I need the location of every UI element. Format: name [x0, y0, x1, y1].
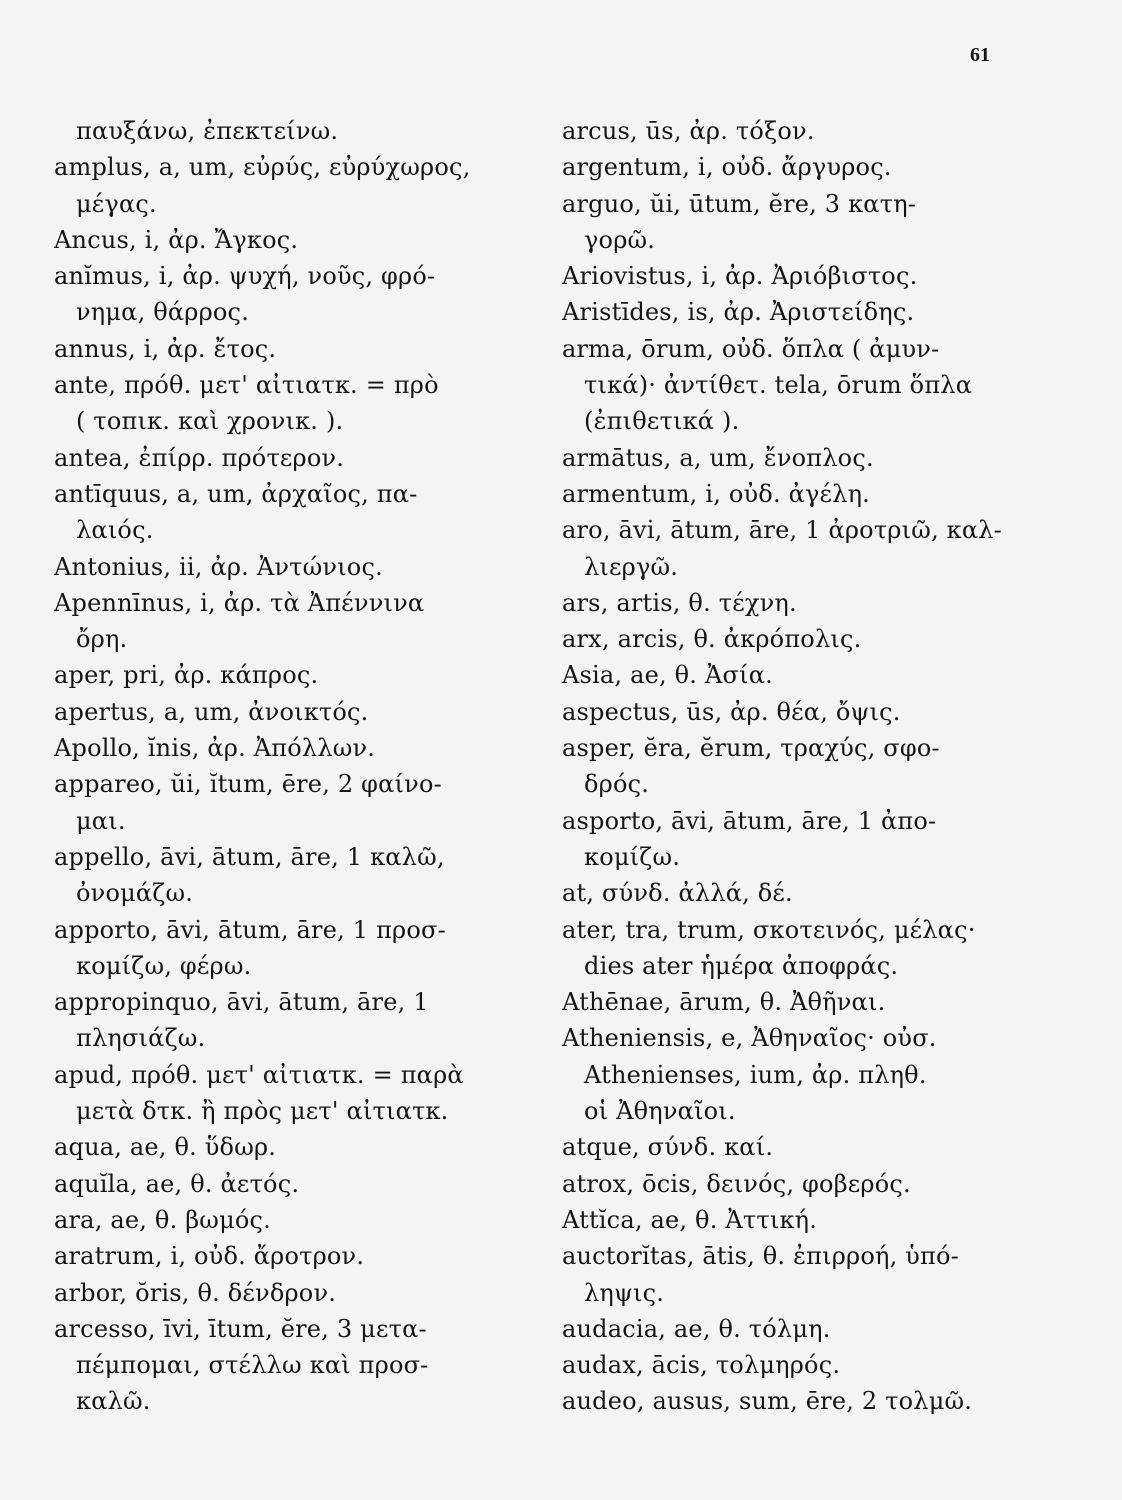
entry-continuation-line: λαιός.: [76, 516, 154, 545]
page-number: 61: [970, 44, 990, 66]
entry-line: audacia, ae, θ. τόλμη.: [562, 1314, 831, 1343]
entry-line: argentum, i, οὐδ. ἄργυρος.: [562, 153, 892, 182]
entry-line: anĭmus, i, ἀρ. ψυχή, νοῦς, φρό-: [54, 262, 436, 291]
entry-continuation-line: οἱ Ἀθηναῖοι.: [584, 1097, 736, 1126]
entry-continuation-line: δρός.: [584, 770, 650, 799]
entry-line: at, σύνδ. ἀλλά, δέ.: [562, 879, 793, 908]
entry-line: Asia, ae, θ. Ἀσία.: [562, 661, 773, 690]
entry-continuation-line: ὀνομάζω.: [76, 879, 194, 908]
entry-line: apertus, a, um, ἀνοικτός.: [54, 697, 369, 726]
entry-line: Atheniensis, e, Ἀθηναῖος· οὐσ.: [562, 1024, 937, 1053]
entry-line: apporto, āvi, ātum, āre, 1 προσ-: [54, 915, 446, 944]
entry-line: arcesso, īvi, ītum, ĕre, 3 μετα-: [54, 1314, 427, 1343]
entry-line: ars, artis, θ. τέχνη.: [562, 588, 797, 617]
entry-line: atque, σύνδ. καί.: [562, 1133, 774, 1162]
entry-continuation-line: κομίζω, φέρω.: [76, 951, 252, 980]
entry-line: armātus, a, um, ἔνοπλος.: [562, 443, 874, 472]
entry-line: apud, πρόθ. μετ' αἰτιατκ. = παρὰ: [54, 1060, 464, 1089]
entry-continuation-line: (ἐπιθετικά ).: [584, 407, 740, 436]
entry-line: arbor, ŏris, θ. δένδρον.: [54, 1278, 337, 1307]
entry-continuation-line: μέγας.: [76, 189, 157, 218]
entry-line: amplus, a, um, εὐρύς, εὐρύχωρος,: [54, 153, 471, 182]
entry-line: Antonius, ii, ἀρ. Ἀντώνιος.: [54, 552, 383, 581]
entry-line: arcus, ūs, ἀρ. τόξον.: [562, 117, 815, 145]
entry-line: aper, pri, ἀρ. κάπρος.: [54, 661, 319, 690]
entry-continuation-line: μετὰ δτκ. ἢ πρὸς μετ' αἰτιατκ.: [76, 1097, 449, 1126]
entry-line: annus, i, ἀρ. ἔτος.: [54, 334, 277, 363]
entry-line: armentum, i, οὐδ. ἀγέλη.: [562, 479, 870, 508]
entry-continuation-line: νημα, θάρρος.: [76, 298, 250, 327]
entry-continuation-line: πλησιάζω.: [76, 1024, 206, 1053]
entry-line: Athēnae, ārum, θ. Ἀθῆναι.: [562, 988, 886, 1017]
entry-line: Apennīnus, i, ἀρ. τὰ Ἀπέννινα: [54, 588, 425, 617]
entry-line: arma, ōrum, οὐδ. ὅπλα ( ἀμυν-: [562, 334, 940, 363]
entry-line: Apollo, ĭnis, ἀρ. Ἀπόλλων.: [54, 734, 376, 763]
entry-line: Aristīdes, is, ἀρ. Ἀριστείδης.: [562, 298, 915, 327]
entry-continuation-line: γορῶ.: [584, 225, 656, 254]
entry-continuation-line: dies ater ἡμέρα ἀποφράς.: [584, 951, 899, 980]
right-column: [562, 113, 1040, 1420]
entry-line: appropinquo, āvi, ātum, āre, 1: [54, 988, 429, 1017]
entry-line: antea, ἐπίρρ. πρότερον.: [54, 443, 345, 472]
entry-line: antīquus, a, um, ἀρχαῖος, πα-: [54, 479, 418, 508]
entry-continuation-line: ( τοπικ. καὶ χρονικ. ).: [76, 407, 344, 436]
entry-line: appello, āvi, ātum, āre, 1 καλῶ,: [54, 842, 445, 871]
entry-continuation-line: κομίζω.: [584, 842, 681, 871]
entry-line: arx, arcis, θ. ἀκρόπολις.: [562, 625, 862, 654]
entry-line: atrox, ōcis, δεινός, φοβερός.: [562, 1169, 911, 1198]
entry-line: auctorĭtas, ātis, θ. ἐπιρροή, ὑπό-: [562, 1242, 959, 1271]
entry-line: aratrum, i, οὐδ. ἄροτρον.: [54, 1242, 365, 1271]
entry-line: arguo, ŭi, ūtum, ĕre, 3 κατη-: [562, 189, 917, 218]
entry-line: asper, ĕra, ĕrum, τραχύς, σφο-: [562, 734, 940, 763]
entry-continuation-line: καλῶ.: [76, 1387, 151, 1416]
entry-line: Ancus, i, ἀρ. Ἄγκος.: [54, 225, 299, 254]
entry-continuation-line: ὄρη.: [76, 625, 128, 654]
entry-continuation-line: πέμπομαι, στέλλω καὶ προσ-: [76, 1351, 429, 1380]
entry-continuation-line: Athenienses, ium, ἀρ. πληθ.: [584, 1060, 927, 1089]
entry-continuation-line: παυξάνω, ἐπεκτείνω.: [76, 117, 339, 145]
entry-line: audax, ācis, τολμηρός.: [562, 1351, 841, 1380]
entry-line: appareo, ŭi, ĭtum, ēre, 2 φαίνο-: [54, 770, 442, 799]
entry-continuation-line: μαι.: [76, 806, 126, 835]
entry-line: Ariovistus, i, ἀρ. Ἀριόβιστος.: [562, 262, 918, 291]
left-column: [54, 113, 529, 1420]
entry-line: asporto, āvi, ātum, āre, 1 ἀπο-: [562, 806, 937, 835]
entry-continuation-line: τικά)· ἀντίθετ. tela, ōrum ὅπλα: [584, 371, 973, 400]
entry-line: aqua, ae, θ. ὕδωρ.: [54, 1133, 277, 1162]
entry-line: aro, āvi, ātum, āre, 1 ἀροτριῶ, καλ-: [562, 516, 1002, 545]
entry-line: audeo, ausus, sum, ēre, 2 τολμῶ.: [562, 1387, 973, 1416]
entry-line: aquĭla, ae, θ. ἀετός.: [54, 1169, 300, 1198]
entry-line: aspectus, ūs, ἀρ. θέα, ὄψις.: [562, 697, 901, 726]
entry-line: ante, πρόθ. μετ' αἰτιατκ. = πρὸ: [54, 371, 439, 400]
entry-line: ater, tra, trum, σκοτεινός, μέλας·: [562, 915, 976, 944]
entry-line: ara, ae, θ. βωμός.: [54, 1205, 271, 1234]
entry-line: Attĭca, ae, θ. Ἀττική.: [562, 1205, 818, 1234]
entry-continuation-line: ληψις.: [584, 1278, 665, 1307]
entry-continuation-line: λιεργῶ.: [584, 552, 679, 581]
